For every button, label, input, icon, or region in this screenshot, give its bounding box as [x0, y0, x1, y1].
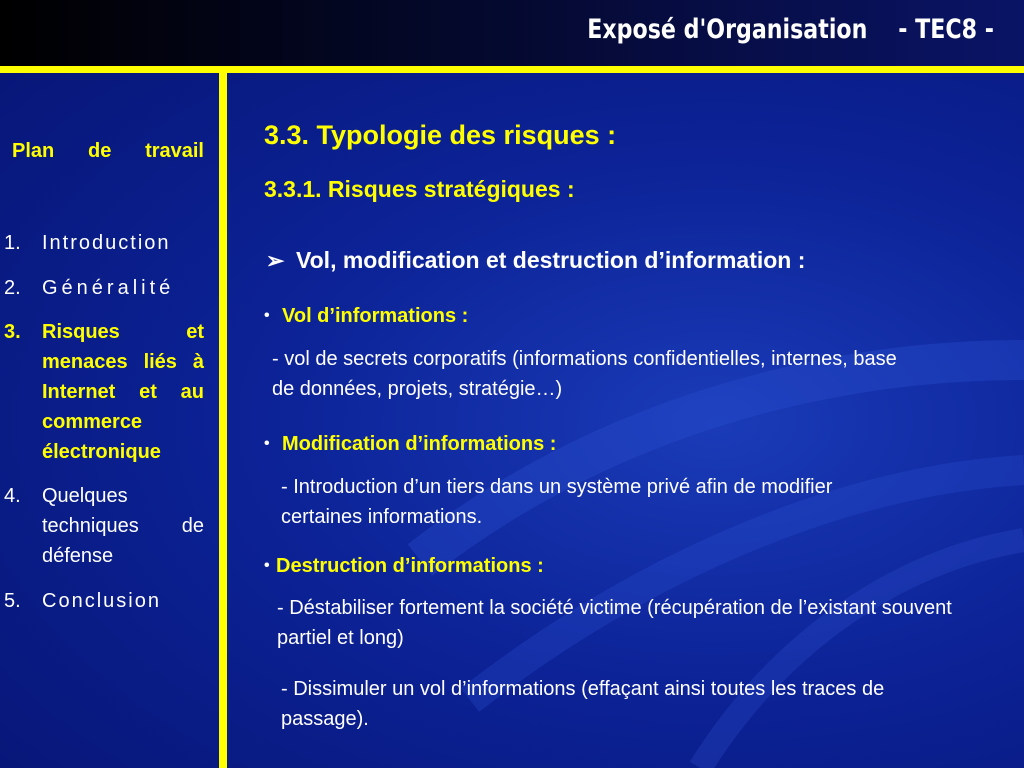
arrow-bullet-icon: ➢	[266, 248, 285, 273]
bullet-destruction	[264, 555, 544, 578]
arrow-point	[266, 247, 805, 274]
section-heading: 3.3. Typologie des risques :	[264, 120, 617, 150]
sidebar-item-number: 3.	[4, 321, 21, 343]
sidebar-item-label: Généralité	[42, 277, 175, 299]
paragraph: - Déstabiliser fortement la société victime (récupération de l’existant souvent partiel et long)	[277, 597, 952, 649]
sidebar-item-label: Risques et menaces liés à Internet et au commerce électronique	[42, 321, 204, 463]
sidebar-item-label: Introduction	[42, 232, 171, 254]
paragraph: - Introduction d’un tiers dans un système privé afin de modifier certaines informations.	[281, 476, 833, 528]
horizontal-divider	[0, 66, 1024, 73]
sidebar-item-label: Conclusion	[42, 590, 161, 612]
bullet-icon: •	[264, 435, 270, 452]
sidebar-item-number: 2.	[4, 277, 21, 299]
sidebar-item-number: 1.	[4, 232, 21, 254]
paragraph: - Dissimuler un vol d’informations (effaçant ainsi toutes les traces de passage).	[281, 678, 885, 730]
sidebar-item-number: 4.	[4, 485, 21, 507]
bullet-title: Vol d’informations :	[282, 305, 469, 327]
header-bar	[0, 0, 1024, 66]
bullet-vol	[264, 305, 468, 328]
subsection-heading: 3.3.1. Risques stratégiques :	[264, 176, 575, 202]
bullet-icon: •	[264, 557, 270, 574]
paragraph: - vol de secrets corporatifs (informations confidentielles, internes, base de données, projets, stratégie…)	[272, 348, 897, 400]
bullet-modification	[264, 433, 556, 456]
bullet-title: Modification d’informations :	[282, 433, 557, 455]
slide-title: Exposé d'Organisation - TEC8 -	[587, 14, 994, 45]
sidebar-item-label: Quelques techniques de défense	[42, 485, 204, 567]
arrow-point-text: Vol, modification et destruction d’information :	[296, 247, 806, 273]
vertical-divider	[219, 73, 227, 768]
plan-title: Plan de travail	[12, 140, 204, 162]
bullet-icon: •	[264, 307, 270, 324]
bullet-title: Destruction d’informations :	[276, 555, 544, 577]
sidebar-item-number: 5.	[4, 590, 21, 612]
